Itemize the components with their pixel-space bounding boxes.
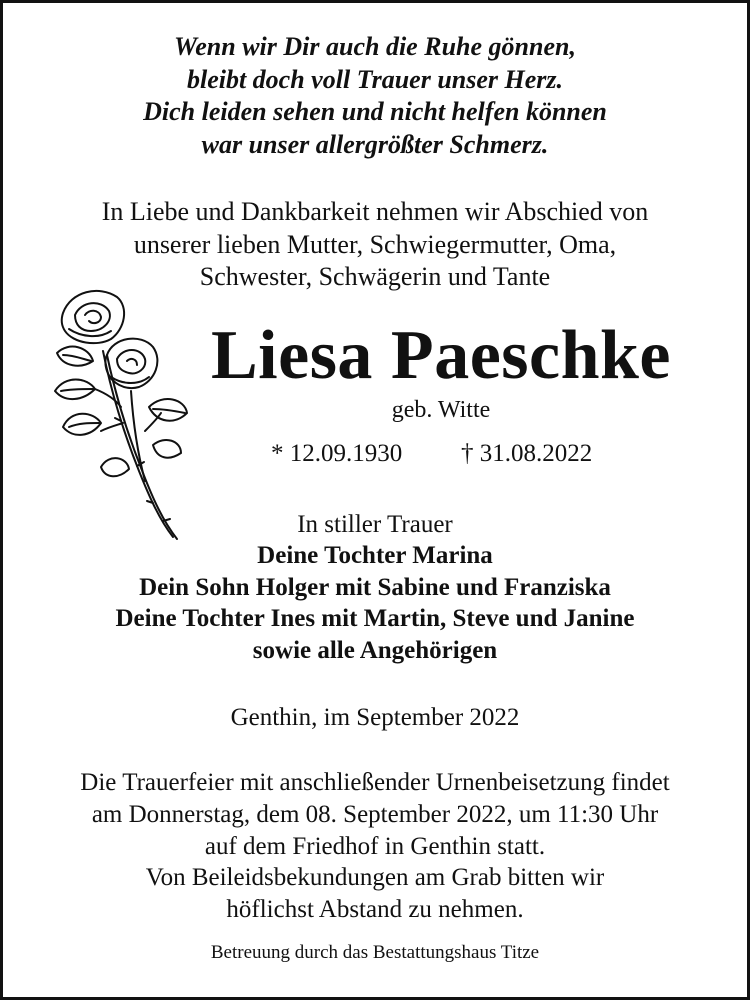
mourner-line: Dein Sohn Holger mit Sabine und Franziska: [139, 573, 611, 601]
death-date: † 31.08.2022: [461, 440, 593, 467]
poem-line: Wenn wir Dir auch die Ruhe gönnen,: [174, 32, 576, 61]
mourner-line: Deine Tochter Marina: [257, 542, 493, 569]
intro-line: Schwester, Schwägerin und Tante: [199, 262, 551, 291]
mourner-line: Deine Tochter Ines mit Martin, Steve und Janine: [115, 605, 635, 632]
funeral-details: [3, 767, 747, 926]
poem-line: bleibt doch voll Trauer unser Herz.: [186, 64, 564, 94]
funeral-line: auf dem Friedhof in Genthin statt.: [204, 832, 546, 860]
intro-line: unserer lieben Mutter, Schwiegermutter, Oma,: [133, 229, 617, 259]
intro-line: In Liebe und Dankbarkeit nehmen wir Abschied von: [101, 197, 649, 226]
poem-line: Dich leiden sehen und nicht helfen können: [143, 97, 607, 126]
mourner-line: sowie alle Angehörigen: [252, 636, 498, 664]
birth-date: * 12.09.1930: [271, 440, 403, 467]
farewell-intro: [3, 196, 747, 294]
rose-illustration-icon: [41, 281, 191, 543]
funeral-home-credit: Betreuung durch das Bestattungshaus Titze: [210, 942, 540, 963]
funeral-line: höflichst Abstand zu nehmen.: [226, 896, 524, 924]
poem-line: war unser allergrößter Schmerz.: [201, 129, 549, 159]
poem-verse: [3, 31, 747, 161]
funeral-line: Die Trauerfeier mit anschließender Urnenbeisetzung findet: [80, 769, 670, 796]
funeral-line: am Donnerstag, dem 08. September 2022, um 11:30 Uhr: [91, 800, 659, 828]
place-date: Genthin, im September 2022: [230, 704, 520, 731]
deceased-name: Liesa Paeschke: [210, 317, 672, 394]
maiden-name: geb. Witte: [391, 397, 491, 423]
mourners-list: [3, 540, 747, 666]
funeral-line: Von Beileidsbekundungen am Grab bitten wir: [145, 864, 605, 892]
mourning-heading: In stiller Trauer: [297, 511, 453, 538]
